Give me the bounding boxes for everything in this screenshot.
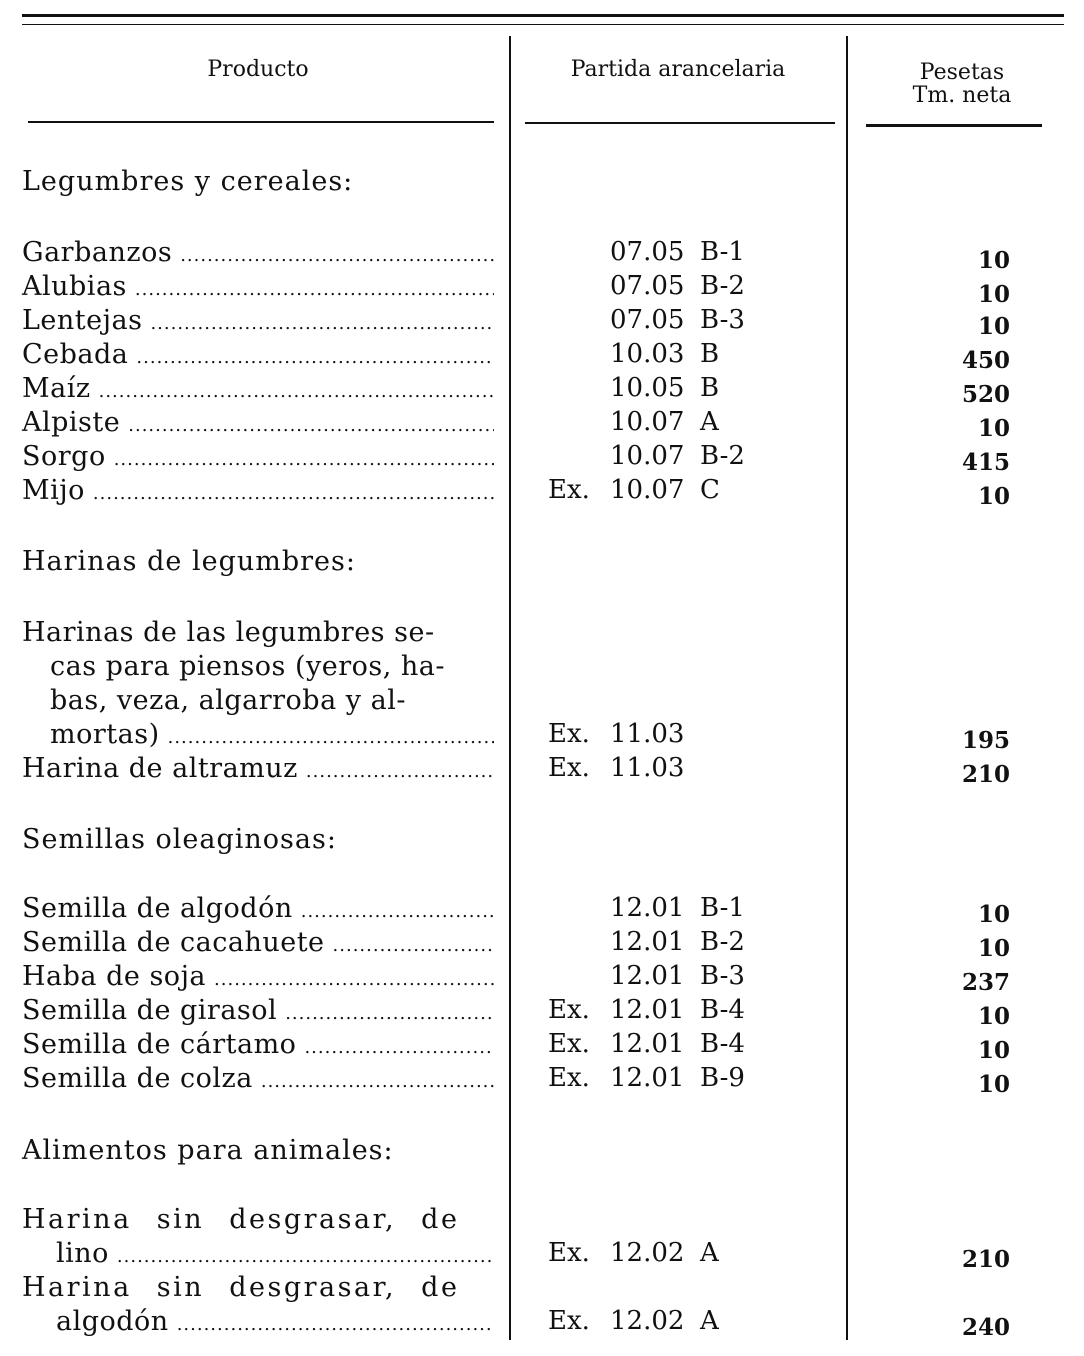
table-row xyxy=(0,1063,1084,1096)
tariff-code: 07.05 xyxy=(610,271,685,301)
tariff-code: 11.03 xyxy=(610,719,685,749)
tariff-sub: B-1 xyxy=(700,237,745,267)
value: 10 xyxy=(977,935,1010,962)
table-row xyxy=(0,995,1084,1028)
header-producto: Producto xyxy=(207,57,309,82)
leader-dots xyxy=(128,415,494,436)
leader-dots xyxy=(177,1314,494,1335)
ex-prefix: Ex. xyxy=(548,475,590,505)
column-divider-1 xyxy=(509,36,511,1340)
value: 415 xyxy=(961,449,1010,476)
table-row xyxy=(0,475,1084,508)
leader-dots xyxy=(333,935,494,956)
product-name: Alpiste xyxy=(22,407,121,438)
product-continuation-line: bas, veza, algarroba y al- xyxy=(50,685,406,716)
leader-dots xyxy=(180,245,494,266)
product-continuation-line: Harinas de las legumbres se- xyxy=(22,617,435,648)
ex-prefix: Ex. xyxy=(548,719,590,749)
table-row xyxy=(0,893,1084,926)
value: 210 xyxy=(961,1246,1010,1273)
value: 10 xyxy=(977,281,1010,308)
tariff-sub: B-2 xyxy=(700,927,745,957)
tariff-sub: B-4 xyxy=(700,1029,745,1059)
tariff-code: 12.01 xyxy=(610,893,685,923)
product-continuation-line: Harina sin desgrasar, de xyxy=(22,1204,460,1235)
tariff-code: 12.02 xyxy=(610,1306,685,1336)
product-name: Haba de soja xyxy=(22,961,207,992)
value: 10 xyxy=(977,901,1010,928)
tariff-code: 07.05 xyxy=(610,305,685,335)
ex-prefix: Ex. xyxy=(548,1029,590,1059)
leader-dots xyxy=(136,347,494,368)
top-rule-thick xyxy=(22,14,1064,17)
table-row xyxy=(0,237,1084,274)
table-row xyxy=(0,339,1084,372)
tariff-code: 12.01 xyxy=(610,1029,685,1059)
table-row xyxy=(0,753,1084,786)
header-underline-2 xyxy=(525,122,835,124)
tariff-sub: A xyxy=(700,1306,719,1336)
leader-dots xyxy=(214,969,494,990)
leader-dots xyxy=(135,279,494,300)
product-name: Cebada xyxy=(22,339,129,370)
ex-prefix: Ex. xyxy=(548,753,590,783)
product-name: Lentejas xyxy=(22,305,143,336)
product-name: Semilla de girasol xyxy=(22,995,278,1026)
product-name: Sorgo xyxy=(22,441,106,472)
product-name: Garbanzos xyxy=(22,237,173,268)
tariff-code: 12.01 xyxy=(610,995,685,1025)
value: 10 xyxy=(977,483,1010,510)
header-underline-3 xyxy=(866,124,1042,127)
column-divider-2 xyxy=(846,36,848,1340)
header-pesetas-line1: Pesetas xyxy=(919,60,1005,85)
section-title: Legumbres y cereales: xyxy=(22,166,354,197)
tariff-sub: B xyxy=(700,373,720,403)
product-name: Semilla de algodón xyxy=(22,893,293,924)
table-row xyxy=(0,1029,1084,1062)
value: 210 xyxy=(961,761,1010,788)
product-name: Semilla de cacahuete xyxy=(22,927,325,958)
table-row xyxy=(0,1238,1084,1271)
value: 195 xyxy=(961,727,1010,754)
value: 10 xyxy=(977,1071,1010,1098)
section-title: Alimentos para animales: xyxy=(22,1135,394,1166)
tariff-sub: B-2 xyxy=(700,441,745,471)
ex-prefix: Ex. xyxy=(548,1238,590,1268)
tariff-sub: B-3 xyxy=(700,305,745,335)
product-name: lino xyxy=(56,1238,109,1269)
tariff-sub: A xyxy=(700,1238,719,1268)
tariff-code: 10.07 xyxy=(610,407,685,437)
table-row xyxy=(0,927,1084,960)
header-underline-1 xyxy=(28,121,494,123)
leader-dots xyxy=(304,1037,494,1058)
tariff-sub: B-4 xyxy=(700,995,745,1025)
value: 240 xyxy=(961,1314,1010,1341)
ex-prefix: Ex. xyxy=(548,995,590,1025)
value: 237 xyxy=(961,969,1010,996)
header-partida: Partida arancelaria xyxy=(570,57,786,82)
leader-dots xyxy=(150,313,494,334)
leader-dots xyxy=(99,381,494,402)
tariff-sub: B-9 xyxy=(700,1063,745,1093)
value: 10 xyxy=(977,247,1010,274)
tariff-code: 10.05 xyxy=(610,373,685,403)
table-row xyxy=(0,719,1084,752)
section-title: Harinas de legumbres: xyxy=(22,546,356,577)
tariff-code: 10.07 xyxy=(610,441,685,471)
table-row xyxy=(0,373,1084,406)
product-name: Harina de altramuz xyxy=(22,753,298,784)
product-continuation-line: cas para piensos (yeros, ha- xyxy=(50,651,446,682)
leader-dots xyxy=(285,1003,494,1024)
table-row xyxy=(0,271,1084,308)
tariff-code: 07.05 xyxy=(610,237,685,267)
ex-prefix: Ex. xyxy=(548,1306,590,1336)
product-name: mortas) xyxy=(50,719,160,750)
table-row xyxy=(0,407,1084,440)
tariff-code: 12.01 xyxy=(610,1063,685,1093)
value: 10 xyxy=(977,1003,1010,1030)
leader-dots xyxy=(114,449,494,470)
tariff-sub: B-3 xyxy=(700,961,745,991)
value: 520 xyxy=(961,381,1010,408)
table-row xyxy=(0,305,1084,338)
product-name: Alubias xyxy=(22,271,127,302)
tariff-sub: B-2 xyxy=(700,271,745,301)
product-name: Maíz xyxy=(22,373,91,404)
table-row xyxy=(0,1306,1084,1339)
tariff-code: 12.01 xyxy=(610,961,685,991)
product-continuation-line: Harina sin desgrasar, de xyxy=(22,1272,460,1303)
leader-dots xyxy=(261,1071,494,1092)
header-pesetas-line2: Tm. neta xyxy=(912,83,1012,108)
leader-dots xyxy=(117,1246,494,1267)
value: 10 xyxy=(977,313,1010,340)
leader-dots xyxy=(301,901,494,922)
tariff-code: 10.03 xyxy=(610,339,685,369)
leader-dots xyxy=(306,761,494,782)
value: 450 xyxy=(961,347,1010,374)
top-rule-thin xyxy=(22,24,1064,25)
table-row xyxy=(0,441,1084,474)
tariff-code: 11.03 xyxy=(610,753,685,783)
tariff-code: 12.01 xyxy=(610,927,685,957)
tariff-sub: C xyxy=(700,475,720,505)
table-row xyxy=(0,961,1084,994)
ex-prefix: Ex. xyxy=(548,1063,590,1093)
tariff-sub: B xyxy=(700,339,720,369)
header-pesetas xyxy=(862,60,1062,109)
leader-dots xyxy=(168,727,494,748)
tariff-code: 12.02 xyxy=(610,1238,685,1268)
leader-dots xyxy=(93,483,494,504)
value: 10 xyxy=(977,415,1010,442)
tariff-sub: B-1 xyxy=(700,893,745,923)
product-name: algodón xyxy=(56,1306,169,1337)
value: 10 xyxy=(977,1037,1010,1064)
product-name: Mijo xyxy=(22,475,85,506)
tariff-sub: A xyxy=(700,407,719,437)
product-name: Semilla de colza xyxy=(22,1063,253,1094)
product-name: Semilla de cártamo xyxy=(22,1029,297,1060)
section-title: Semillas oleaginosas: xyxy=(22,824,337,855)
tariff-code: 10.07 xyxy=(610,475,685,505)
